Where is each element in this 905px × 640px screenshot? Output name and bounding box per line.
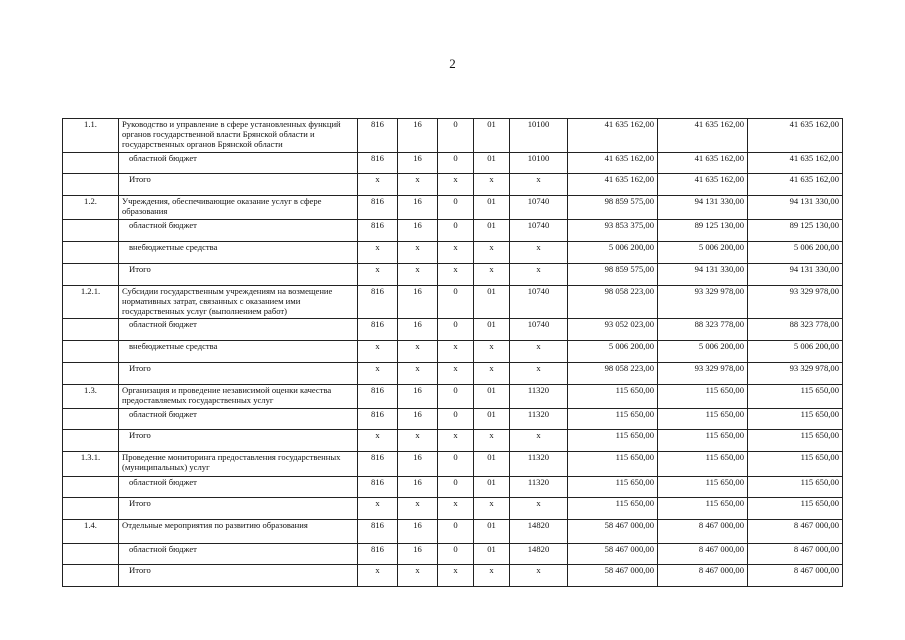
row-amount-year-3: 115 650,00: [748, 430, 843, 452]
row-name: Итого: [119, 498, 358, 520]
row-event-code: x: [474, 363, 510, 385]
row-amount-year-1: 41 635 162,00: [568, 174, 658, 196]
row-program-code: x: [398, 242, 438, 264]
row-code: 1.1.: [63, 119, 119, 153]
table-row: [63, 520, 843, 544]
row-code: [63, 264, 119, 286]
row-event-code: 01: [474, 196, 510, 220]
row-subprogram-code: 0: [438, 319, 474, 341]
row-amount-year-2: 8 467 000,00: [658, 544, 748, 565]
row-direction-code: 11320: [510, 385, 568, 409]
table-row: [63, 119, 843, 153]
row-amount-year-2: 89 125 130,00: [658, 220, 748, 242]
table-row: [63, 341, 843, 363]
row-amount-year-2: 5 006 200,00: [658, 341, 748, 363]
row-amount-year-1: 115 650,00: [568, 430, 658, 452]
row-event-code: x: [474, 498, 510, 520]
row-amount-year-3: 93 329 978,00: [748, 286, 843, 319]
row-event-code: 01: [474, 452, 510, 477]
table-row: [63, 220, 843, 242]
row-program-code: 16: [398, 409, 438, 430]
table-row: [63, 286, 843, 319]
row-event-code: 01: [474, 409, 510, 430]
row-amount-year-2: 41 635 162,00: [658, 119, 748, 153]
row-amount-year-3: 41 635 162,00: [748, 153, 843, 174]
row-amount-year-1: 98 058 223,00: [568, 286, 658, 319]
row-event-code: 01: [474, 319, 510, 341]
row-program-code: 16: [398, 385, 438, 409]
row-admin-code: x: [358, 341, 398, 363]
row-direction-code: 10740: [510, 196, 568, 220]
row-amount-year-2: 115 650,00: [658, 409, 748, 430]
row-amount-year-3: 5 006 200,00: [748, 242, 843, 264]
row-program-code: 16: [398, 319, 438, 341]
row-program-code: 16: [398, 452, 438, 477]
row-amount-year-3: 88 323 778,00: [748, 319, 843, 341]
row-admin-code: x: [358, 565, 398, 587]
row-admin-code: x: [358, 430, 398, 452]
row-admin-code: x: [358, 242, 398, 264]
row-admin-code: 816: [358, 520, 398, 544]
row-amount-year-3: 115 650,00: [748, 409, 843, 430]
row-admin-code: 816: [358, 286, 398, 319]
row-subprogram-code: x: [438, 264, 474, 286]
row-admin-code: 816: [358, 196, 398, 220]
row-program-code: 16: [398, 286, 438, 319]
row-event-code: 01: [474, 286, 510, 319]
table-row: [63, 477, 843, 498]
row-amount-year-2: 93 329 978,00: [658, 363, 748, 385]
row-amount-year-2: 115 650,00: [658, 385, 748, 409]
row-direction-code: 10100: [510, 119, 568, 153]
row-subprogram-code: x: [438, 565, 474, 587]
row-name: внебюджетные средства: [119, 242, 358, 264]
row-admin-code: x: [358, 498, 398, 520]
row-event-code: 01: [474, 119, 510, 153]
row-admin-code: 816: [358, 153, 398, 174]
row-amount-year-3: 8 467 000,00: [748, 544, 843, 565]
row-direction-code: x: [510, 264, 568, 286]
row-program-code: 16: [398, 153, 438, 174]
row-subprogram-code: 0: [438, 544, 474, 565]
row-amount-year-3: 8 467 000,00: [748, 520, 843, 544]
row-direction-code: 11320: [510, 409, 568, 430]
row-subprogram-code: 0: [438, 286, 474, 319]
row-code: [63, 565, 119, 587]
row-subprogram-code: x: [438, 430, 474, 452]
row-direction-code: 10100: [510, 153, 568, 174]
row-code: [63, 498, 119, 520]
row-name: областной бюджет: [119, 477, 358, 498]
row-event-code: x: [474, 242, 510, 264]
table-row: [63, 196, 843, 220]
row-subprogram-code: 0: [438, 119, 474, 153]
row-program-code: 16: [398, 196, 438, 220]
row-amount-year-1: 5 006 200,00: [568, 341, 658, 363]
row-event-code: 01: [474, 153, 510, 174]
row-event-code: x: [474, 565, 510, 587]
row-subprogram-code: x: [438, 242, 474, 264]
row-admin-code: x: [358, 174, 398, 196]
row-code: [63, 477, 119, 498]
row-code: 1.2.1.: [63, 286, 119, 319]
row-code: [63, 341, 119, 363]
row-amount-year-2: 115 650,00: [658, 452, 748, 477]
row-code: [63, 242, 119, 264]
row-program-code: x: [398, 174, 438, 196]
row-name: Итого: [119, 174, 358, 196]
row-direction-code: x: [510, 242, 568, 264]
row-direction-code: 10740: [510, 319, 568, 341]
row-event-code: 01: [474, 220, 510, 242]
row-subprogram-code: x: [438, 498, 474, 520]
row-amount-year-1: 98 859 575,00: [568, 196, 658, 220]
row-direction-code: 14820: [510, 544, 568, 565]
row-name: Итого: [119, 565, 358, 587]
row-name: Отдельные мероприятия по развитию образования: [119, 520, 358, 544]
row-event-code: 01: [474, 520, 510, 544]
row-code: [63, 430, 119, 452]
table-row: [63, 264, 843, 286]
row-amount-year-3: 5 006 200,00: [748, 341, 843, 363]
row-name: Итого: [119, 430, 358, 452]
row-amount-year-1: 98 859 575,00: [568, 264, 658, 286]
table-row: [63, 409, 843, 430]
row-name: областной бюджет: [119, 153, 358, 174]
row-code: 1.2.: [63, 196, 119, 220]
row-amount-year-1: 93 052 023,00: [568, 319, 658, 341]
row-event-code: 01: [474, 544, 510, 565]
row-admin-code: 816: [358, 385, 398, 409]
row-admin-code: 816: [358, 452, 398, 477]
row-code: [63, 544, 119, 565]
row-amount-year-3: 115 650,00: [748, 385, 843, 409]
row-amount-year-1: 41 635 162,00: [568, 119, 658, 153]
table-row: [63, 174, 843, 196]
row-amount-year-2: 5 006 200,00: [658, 242, 748, 264]
row-amount-year-1: 115 650,00: [568, 498, 658, 520]
row-amount-year-2: 115 650,00: [658, 430, 748, 452]
row-admin-code: x: [358, 363, 398, 385]
row-name: Руководство и управление в сфере установленных функций органов государственной власти Брянской области и государственных органов Брянской области: [119, 119, 358, 153]
row-amount-year-1: 41 635 162,00: [568, 153, 658, 174]
row-amount-year-3: 41 635 162,00: [748, 119, 843, 153]
row-amount-year-3: 94 131 330,00: [748, 264, 843, 286]
row-amount-year-3: 115 650,00: [748, 452, 843, 477]
row-subprogram-code: x: [438, 341, 474, 363]
row-admin-code: 816: [358, 220, 398, 242]
row-program-code: 16: [398, 220, 438, 242]
row-amount-year-2: 115 650,00: [658, 477, 748, 498]
table-row: [63, 565, 843, 587]
row-name: внебюджетные средства: [119, 341, 358, 363]
budget-table: [62, 118, 843, 587]
row-code: [63, 220, 119, 242]
row-amount-year-1: 58 467 000,00: [568, 520, 658, 544]
row-program-code: x: [398, 363, 438, 385]
row-code: [63, 319, 119, 341]
table-row: [63, 430, 843, 452]
row-direction-code: x: [510, 363, 568, 385]
row-code: [63, 363, 119, 385]
row-code: 1.3.1.: [63, 452, 119, 477]
row-subprogram-code: 0: [438, 409, 474, 430]
row-program-code: x: [398, 565, 438, 587]
row-admin-code: x: [358, 264, 398, 286]
row-subprogram-code: 0: [438, 196, 474, 220]
row-amount-year-1: 58 467 000,00: [568, 565, 658, 587]
row-subprogram-code: 0: [438, 385, 474, 409]
table-row: [63, 363, 843, 385]
row-direction-code: x: [510, 498, 568, 520]
row-direction-code: 14820: [510, 520, 568, 544]
row-amount-year-2: 88 323 778,00: [658, 319, 748, 341]
row-amount-year-1: 115 650,00: [568, 452, 658, 477]
table-row: [63, 153, 843, 174]
row-admin-code: 816: [358, 409, 398, 430]
row-direction-code: 11320: [510, 452, 568, 477]
row-amount-year-1: 5 006 200,00: [568, 242, 658, 264]
row-amount-year-1: 115 650,00: [568, 409, 658, 430]
row-amount-year-1: 93 853 375,00: [568, 220, 658, 242]
row-event-code: x: [474, 264, 510, 286]
row-event-code: x: [474, 174, 510, 196]
row-name: Организация и проведение независимой оценки качества предоставляемых государственных услуг: [119, 385, 358, 409]
row-amount-year-3: 115 650,00: [748, 498, 843, 520]
row-code: 1.4.: [63, 520, 119, 544]
row-event-code: x: [474, 430, 510, 452]
row-name: областной бюджет: [119, 544, 358, 565]
row-name: областной бюджет: [119, 220, 358, 242]
row-amount-year-3: 41 635 162,00: [748, 174, 843, 196]
row-direction-code: 11320: [510, 477, 568, 498]
row-program-code: x: [398, 264, 438, 286]
table-row: [63, 544, 843, 565]
row-amount-year-2: 8 467 000,00: [658, 565, 748, 587]
row-amount-year-1: 115 650,00: [568, 385, 658, 409]
row-subprogram-code: 0: [438, 520, 474, 544]
row-direction-code: x: [510, 430, 568, 452]
row-subprogram-code: 0: [438, 477, 474, 498]
table-row: [63, 319, 843, 341]
row-admin-code: 816: [358, 477, 398, 498]
row-direction-code: x: [510, 341, 568, 363]
row-code: [63, 174, 119, 196]
row-program-code: 16: [398, 119, 438, 153]
row-name: областной бюджет: [119, 409, 358, 430]
row-admin-code: 816: [358, 119, 398, 153]
row-amount-year-3: 89 125 130,00: [748, 220, 843, 242]
row-amount-year-2: 41 635 162,00: [658, 174, 748, 196]
row-event-code: 01: [474, 477, 510, 498]
row-amount-year-2: 93 329 978,00: [658, 286, 748, 319]
row-program-code: 16: [398, 520, 438, 544]
row-admin-code: 816: [358, 544, 398, 565]
row-code: [63, 153, 119, 174]
row-amount-year-1: 115 650,00: [568, 477, 658, 498]
row-program-code: x: [398, 430, 438, 452]
row-amount-year-1: 58 467 000,00: [568, 544, 658, 565]
row-program-code: x: [398, 341, 438, 363]
row-program-code: 16: [398, 477, 438, 498]
table-row: [63, 452, 843, 477]
row-name: Итого: [119, 264, 358, 286]
row-amount-year-2: 94 131 330,00: [658, 264, 748, 286]
row-amount-year-3: 94 131 330,00: [748, 196, 843, 220]
row-amount-year-2: 8 467 000,00: [658, 520, 748, 544]
row-event-code: x: [474, 341, 510, 363]
row-amount-year-3: 93 329 978,00: [748, 363, 843, 385]
row-name: Итого: [119, 363, 358, 385]
row-subprogram-code: x: [438, 174, 474, 196]
table-row: [63, 385, 843, 409]
row-code: [63, 409, 119, 430]
row-event-code: 01: [474, 385, 510, 409]
row-amount-year-2: 41 635 162,00: [658, 153, 748, 174]
row-code: 1.3.: [63, 385, 119, 409]
row-name: Субсидии государственным учреждениям на возмещение нормативных затрат, связанных с оказанием ими государственных услуг (выполнением работ): [119, 286, 358, 319]
table-row: [63, 242, 843, 264]
row-amount-year-3: 8 467 000,00: [748, 565, 843, 587]
row-amount-year-2: 115 650,00: [658, 498, 748, 520]
row-program-code: 16: [398, 544, 438, 565]
row-direction-code: x: [510, 174, 568, 196]
page-number: 2: [449, 56, 456, 71]
row-name: Учреждения, обеспечивающие оказание услуг в сфере образования: [119, 196, 358, 220]
row-subprogram-code: 0: [438, 220, 474, 242]
row-direction-code: 10740: [510, 286, 568, 319]
row-amount-year-3: 115 650,00: [748, 477, 843, 498]
row-admin-code: 816: [358, 319, 398, 341]
row-direction-code: 10740: [510, 220, 568, 242]
row-subprogram-code: x: [438, 363, 474, 385]
row-amount-year-1: 98 058 223,00: [568, 363, 658, 385]
row-name: Проведение мониторинга предоставления государственных (муниципальных) услуг: [119, 452, 358, 477]
row-subprogram-code: 0: [438, 452, 474, 477]
row-direction-code: x: [510, 565, 568, 587]
row-name: областной бюджет: [119, 319, 358, 341]
row-amount-year-2: 94 131 330,00: [658, 196, 748, 220]
row-subprogram-code: 0: [438, 153, 474, 174]
row-program-code: x: [398, 498, 438, 520]
table-row: [63, 498, 843, 520]
